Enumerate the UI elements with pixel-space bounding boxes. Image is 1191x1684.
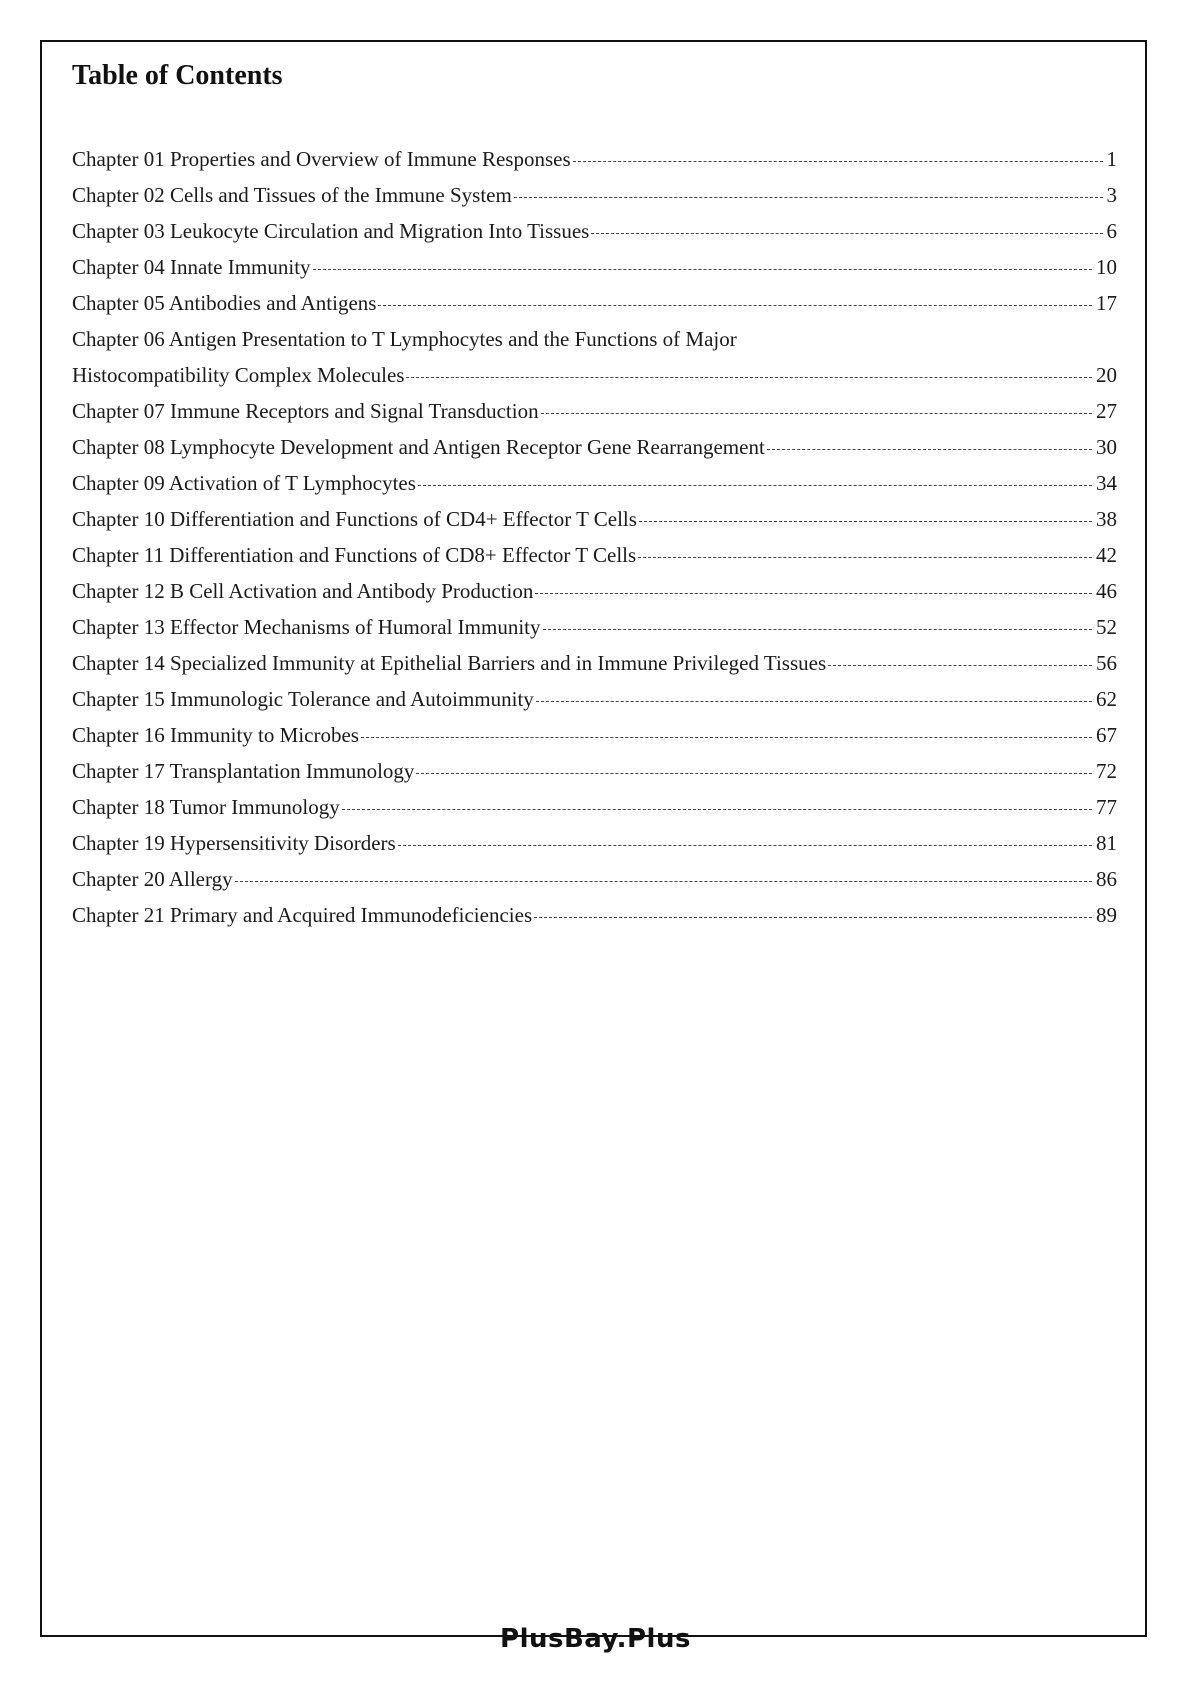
toc-entry-chapter-13[interactable] bbox=[72, 609, 1117, 645]
toc-entry-title: Chapter 19 Hypersensitivity Disorders bbox=[72, 831, 396, 855]
dot-leader bbox=[543, 629, 1092, 630]
dot-leader bbox=[416, 773, 1092, 774]
toc-entry-chapter-09[interactable] bbox=[72, 465, 1117, 501]
toc-entry-chapter-21[interactable] bbox=[72, 897, 1117, 933]
toc-entry-title: Chapter 02 Cells and Tissues of the Immune System bbox=[72, 183, 512, 207]
toc-page-number: 77 bbox=[1096, 795, 1117, 819]
toc-entry-chapter-12[interactable] bbox=[72, 573, 1117, 609]
dot-leader bbox=[342, 809, 1092, 810]
toc-entry-chapter-08[interactable] bbox=[72, 429, 1117, 465]
toc-entry-chapter-02[interactable] bbox=[72, 177, 1117, 213]
toc-entry-title: Chapter 03 Leukocyte Circulation and Migration Into Tissues bbox=[72, 219, 590, 243]
dot-leader bbox=[638, 557, 1092, 558]
dot-leader bbox=[767, 449, 1092, 450]
toc-entry-title: Histocompatibility Complex Molecules bbox=[72, 363, 405, 387]
toc-entry-title: Chapter 20 Allergy bbox=[72, 867, 233, 891]
dot-leader bbox=[313, 269, 1092, 270]
toc-entry-chapter-07[interactable] bbox=[72, 393, 1117, 429]
toc-entry-chapter-10[interactable] bbox=[72, 501, 1117, 537]
dot-leader bbox=[378, 305, 1092, 306]
dot-leader bbox=[573, 161, 1103, 162]
toc-page-number: 86 bbox=[1096, 867, 1117, 891]
dot-leader bbox=[591, 233, 1102, 234]
toc-entry-title: Chapter 05 Antibodies and Antigens bbox=[72, 291, 377, 315]
dot-leader bbox=[406, 377, 1092, 378]
dot-leader bbox=[536, 701, 1092, 702]
toc-entry-chapter-19[interactable] bbox=[72, 825, 1117, 861]
toc-page-number: 81 bbox=[1096, 831, 1117, 855]
toc-entry-chapter-06[interactable] bbox=[72, 321, 1117, 393]
toc-page-number: 34 bbox=[1096, 471, 1117, 495]
toc-entry-chapter-01[interactable] bbox=[72, 141, 1117, 177]
toc-entry-chapter-20[interactable] bbox=[72, 861, 1117, 897]
toc-page-number: 3 bbox=[1106, 183, 1117, 207]
dot-leader bbox=[541, 413, 1092, 414]
toc-page-number: 17 bbox=[1096, 291, 1117, 315]
toc-entry-title: Chapter 01 Properties and Overview of Immune Responses bbox=[72, 147, 571, 171]
toc-entry-chapter-11[interactable] bbox=[72, 537, 1117, 573]
toc-entry-title: Chapter 08 Lymphocyte Development and Antigen Receptor Gene Rearrangement bbox=[72, 435, 765, 459]
toc-entry-chapter-18[interactable] bbox=[72, 789, 1117, 825]
toc-entry-chapter-15[interactable] bbox=[72, 681, 1117, 717]
footer-watermark: PlusBay.Plus bbox=[500, 1624, 691, 1654]
toc-entry-title: Chapter 17 Transplantation Immunology bbox=[72, 759, 415, 783]
toc-entry-chapter-16[interactable] bbox=[72, 717, 1117, 753]
toc-page-number: 67 bbox=[1096, 723, 1117, 747]
toc-page-number: 62 bbox=[1096, 687, 1117, 711]
toc-entry-title-line1: Chapter 06 Antigen Presentation to T Lymphocytes and the Functions of Major bbox=[72, 327, 737, 351]
toc-entry-title: Chapter 09 Activation of T Lymphocytes bbox=[72, 471, 416, 495]
dot-leader bbox=[828, 665, 1092, 666]
toc-page-number: 1 bbox=[1106, 147, 1117, 171]
toc-entry-chapter-05[interactable] bbox=[72, 285, 1117, 321]
toc-page-number: 20 bbox=[1096, 363, 1117, 387]
toc-entry-title: Chapter 18 Tumor Immunology bbox=[72, 795, 340, 819]
toc-page-number: 52 bbox=[1096, 615, 1117, 639]
toc-entry-chapter-03[interactable] bbox=[72, 213, 1117, 249]
toc-entry-title: Chapter 16 Immunity to Microbes bbox=[72, 723, 359, 747]
toc-page-number: 42 bbox=[1096, 543, 1117, 567]
toc-list bbox=[72, 141, 1117, 933]
toc-page-number: 10 bbox=[1096, 255, 1117, 279]
toc-entry-title: Chapter 04 Innate Immunity bbox=[72, 255, 311, 279]
dot-leader bbox=[535, 593, 1092, 594]
dot-leader bbox=[639, 521, 1092, 522]
toc-page-number: 6 bbox=[1106, 219, 1117, 243]
toc-page-number: 56 bbox=[1096, 651, 1117, 675]
page-title: Table of Contents bbox=[72, 60, 283, 91]
toc-entry-chapter-04[interactable] bbox=[72, 249, 1117, 285]
toc-page-number: 38 bbox=[1096, 507, 1117, 531]
toc-entry-title: Chapter 21 Primary and Acquired Immunodeficiencies bbox=[72, 903, 533, 927]
toc-page-number: 30 bbox=[1096, 435, 1117, 459]
dot-leader bbox=[398, 845, 1092, 846]
toc-entry-title: Chapter 07 Immune Receptors and Signal Transduction bbox=[72, 399, 539, 423]
dot-leader bbox=[534, 917, 1092, 918]
toc-entry-title: Chapter 15 Immunologic Tolerance and Autoimmunity bbox=[72, 687, 534, 711]
toc-entry-title: Chapter 12 B Cell Activation and Antibody Production bbox=[72, 579, 534, 603]
toc-entry-chapter-17[interactable] bbox=[72, 753, 1117, 789]
toc-entry-title: Chapter 11 Differentiation and Functions of CD8+ Effector T Cells bbox=[72, 543, 637, 567]
toc-page-number: 72 bbox=[1096, 759, 1117, 783]
dot-leader bbox=[361, 737, 1092, 738]
dot-leader bbox=[514, 197, 1103, 198]
toc-entry-title: Chapter 10 Differentiation and Functions of CD4+ Effector T Cells bbox=[72, 507, 637, 531]
toc-page-number: 46 bbox=[1096, 579, 1117, 603]
dot-leader bbox=[418, 485, 1092, 486]
toc-page-number: 89 bbox=[1096, 903, 1117, 927]
toc-entry-title: Chapter 14 Specialized Immunity at Epithelial Barriers and in Immune Privileged Tissues bbox=[72, 651, 827, 675]
toc-entry-chapter-14[interactable] bbox=[72, 645, 1117, 681]
dot-leader bbox=[235, 881, 1092, 882]
toc-page-number: 27 bbox=[1096, 399, 1117, 423]
toc-entry-title: Chapter 13 Effector Mechanisms of Humoral Immunity bbox=[72, 615, 541, 639]
